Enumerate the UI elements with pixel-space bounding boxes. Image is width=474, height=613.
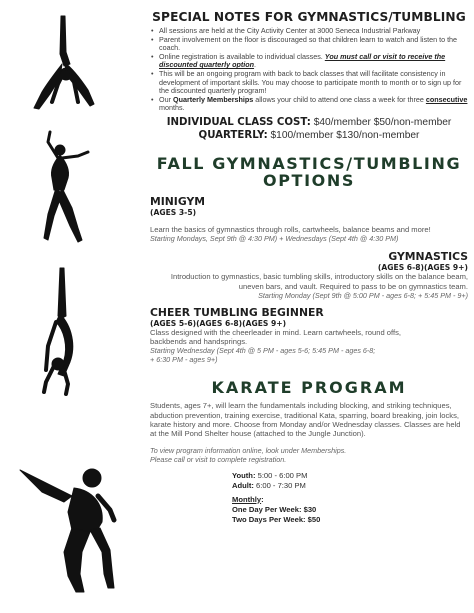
note-item: • Our Quarterly Memberships allows your child to attend one class a week for three consecutive months. xyxy=(150,96,468,113)
fall-options-heading: FALL GYMNASTICS/TUMBLING OPTIONS xyxy=(156,153,462,190)
karate-monthly: Monthly: One Day Per Week: $30 Two Days Per Week: $50 xyxy=(232,495,468,525)
gymnastics-title: GYMNASTICS xyxy=(388,250,468,264)
gymnastics-section xyxy=(150,250,468,300)
gymnast-handstand-silhouette xyxy=(28,12,100,112)
two-day-price: Two Days Per Week: $50 xyxy=(232,514,321,524)
individual-cost: INDIVIDUAL CLASS COST: $40/member $50/non-member xyxy=(166,116,452,128)
content-column xyxy=(150,10,468,525)
karate-kick-silhouette xyxy=(12,456,122,596)
note-item: • All sessions are held at the City Activity Center at 3000 Seneca Industrial Parkway xyxy=(150,27,468,36)
cheer-description: Class designed with the cheerleader in mind. Learn cartwheels, round offs, backbends and handsprings. xyxy=(150,327,402,347)
minigym-ages: (AGES 3-5) xyxy=(150,207,197,217)
youth-hours: Youth: 5:00 - 6:00 PM xyxy=(232,470,308,480)
special-notes-title: SPECIAL NOTES FOR GYMNASTICS/TUMBLING xyxy=(152,10,466,24)
gymnast-backbend-silhouette xyxy=(34,266,86,396)
minigym-schedule: Starting Mondays, Sept 9th @ 4:30 PM) + Wednesdays (Sept 4th @ 4:30 PM) xyxy=(150,234,399,244)
special-notes-list xyxy=(150,27,468,113)
gymnastics-description: Introduction to gymnastics, basic tumbling skills, introductory skills on the balance beam, uneven bars, and vault. Required to pass to be on gymnastics team. xyxy=(170,272,468,291)
minigym-section xyxy=(150,195,468,243)
karate-title: KARATE PROGRAM xyxy=(211,378,407,398)
gymnastics-ages: (AGES 6-8)(AGES 9+) xyxy=(377,263,468,273)
cheer-title: CHEER TUMBLING BEGINNER xyxy=(150,305,324,319)
cost-block xyxy=(150,116,468,142)
monthly-label: Monthly xyxy=(232,494,262,504)
adult-hours: Adult: 6:00 - 7:30 PM xyxy=(232,480,306,490)
note-item: • Parent involvement on the floor is discouraged so that children learn to watch and listen to the coach. xyxy=(150,36,468,53)
quarterly-callout: You must call or visit to receive the discounted quarterly option xyxy=(159,51,446,70)
karate-online-1: To view program information online, look under Memberships. xyxy=(150,445,347,455)
cheer-section xyxy=(150,306,468,365)
karate-hours xyxy=(232,471,468,491)
note-item: • Online registration is available to individual classes. You must call or visit to receive the discounted quarterly option. xyxy=(150,53,468,70)
note-item: • This will be an ongoing program with back to back classes that will facilitate consistency in development of important skills. You may choose to participate month to month or to sign up for the discounted quarterly program! xyxy=(150,70,468,96)
karate-description: Students, ages 7+, will learn the fundamentals including blocking, and striking techniques, abduction prevention, training exercise, traditional Kata, sparring, board breaking, join locks, karate history and more. Choose from Monday and/or Wednesday classes. Classes are held at the Mill Pond Shelter house (attached to the Jungle Junction). xyxy=(150,401,461,439)
quarterly-cost: QUARTERLY: $100/member $130/non-member xyxy=(198,129,420,141)
gymnast-pose-silhouette xyxy=(38,128,94,250)
karate-online-2: Please call or visit to complete registration. xyxy=(150,454,287,464)
gymnastics-schedule: Starting Monday (Sept 9th @ 5:00 PM - ages 6-8; + 5:45 PM - 9+) xyxy=(258,290,468,300)
cheer-ages: (AGES 5-6)(AGES 6-8)(AGES 9+) xyxy=(150,318,287,328)
minigym-description: Learn the basics of gymnastics through rolls, cartwheels, balance beams and more! xyxy=(150,224,431,234)
cheer-schedule-2: + 6:30 PM - ages 9+) xyxy=(150,355,218,365)
cheer-schedule-1: Starting Wednesday (Sept 4th @ 5 PM - ages 5-6; 5:45 PM - ages 6-8; xyxy=(150,346,376,356)
karate-section xyxy=(150,378,468,524)
minigym-title: MINIGYM xyxy=(150,194,206,208)
one-day-price: One Day Per Week: $30 xyxy=(232,504,317,514)
